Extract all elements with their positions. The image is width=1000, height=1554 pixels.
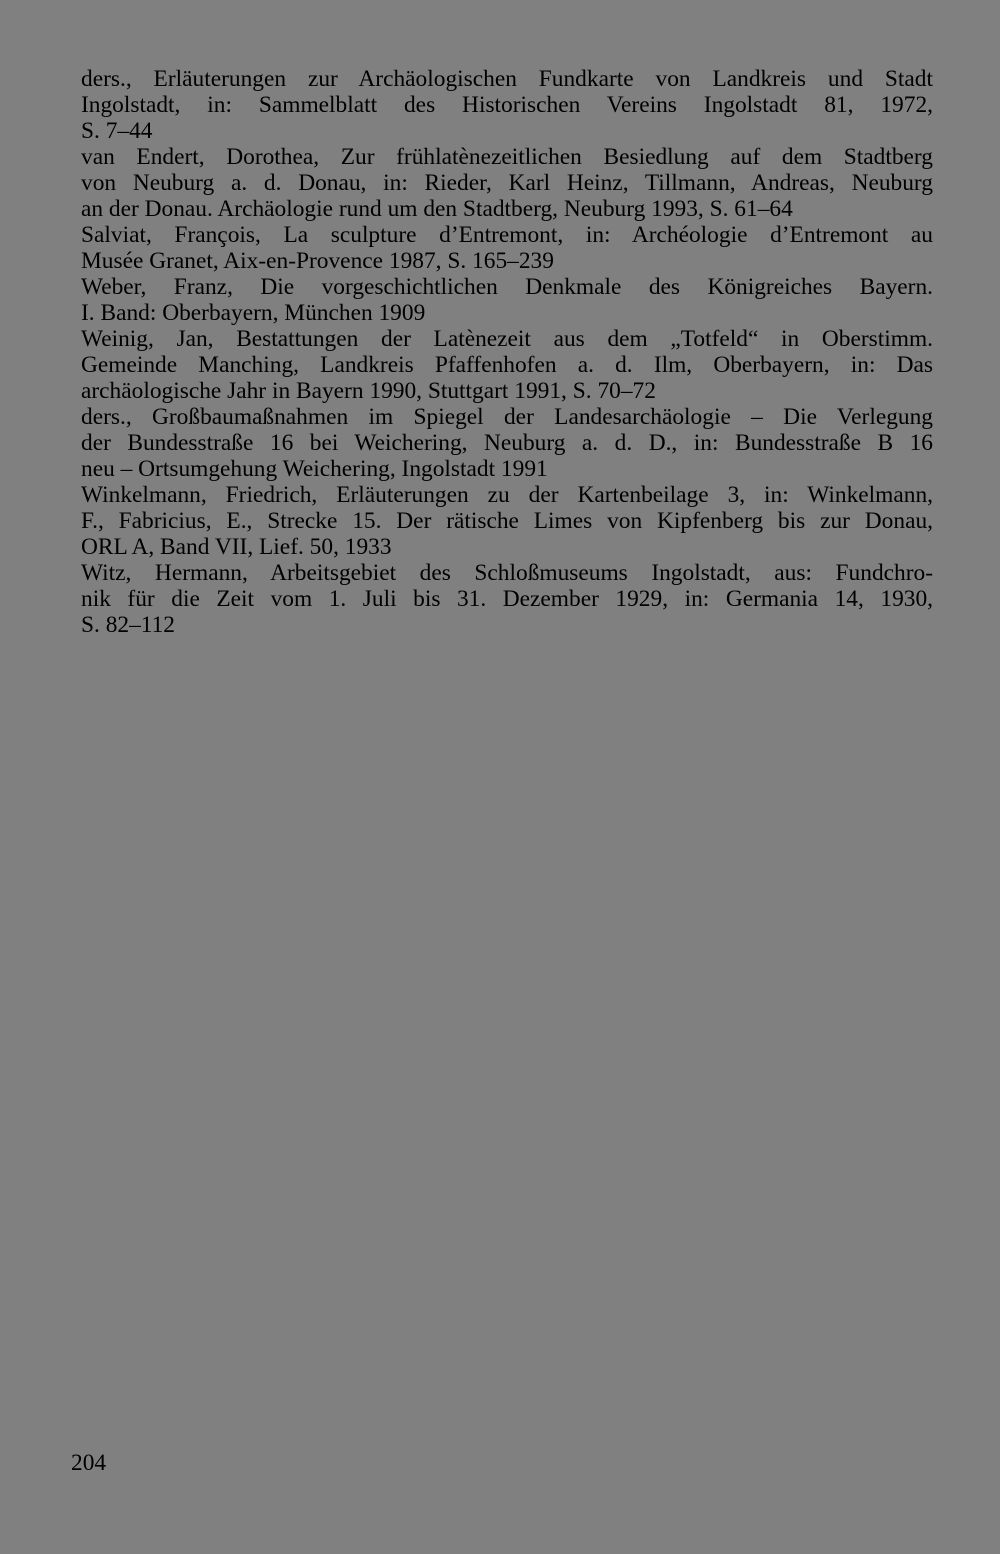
entry-line: neu – Ortsumgehung Weichering, Ingolstadt 1991: [81, 456, 548, 482]
bibliography-list: [81, 66, 933, 638]
bibliography-entry: [81, 274, 933, 326]
entry-line: ORL A, Band VII, Lief. 50, 1933: [81, 534, 392, 560]
entry-line: nik für die Zeit vom 1. Juli bis 31. Dezember 1929, in: Germania 14, 1930,: [81, 586, 933, 612]
entry-line: I. Band: Oberbayern, München 1909: [81, 300, 426, 326]
entry-line: der Bundesstraße 16 bei Weichering, Neuburg a. d. D., in: Bundesstraße B 16: [81, 430, 933, 456]
bibliography-entry: [81, 482, 933, 560]
entry-line: Weber, Franz, Die vorgeschichtlichen Denkmale des Königreiches Bayern.: [81, 274, 933, 300]
entry-line: van Endert, Dorothea, Zur frühlatènezeitlichen Besiedlung auf dem Stadtberg: [81, 144, 933, 170]
entry-line: Musée Granet, Aix-en-Provence 1987, S. 165–239: [81, 248, 554, 274]
bibliography-entry: [81, 560, 933, 638]
entry-line: ders., Großbaumaßnahmen im Spiegel der Landesarchäologie – Die Verlegung: [81, 404, 933, 430]
entry-line: S. 7–44: [81, 118, 153, 144]
page-number: 204: [71, 1450, 107, 1476]
bibliography-entry: [81, 222, 933, 274]
bibliography-entry: [81, 144, 933, 222]
entry-line: F., Fabricius, E., Strecke 15. Der rätische Limes von Kipfenberg bis zur Donau,: [81, 508, 933, 534]
entry-line: archäologische Jahr in Bayern 1990, Stuttgart 1991, S. 70–72: [81, 378, 656, 404]
entry-line: ders., Erläuterungen zur Archäologischen Fundkarte von Landkreis und Stadt: [81, 66, 933, 92]
bibliography-entry: [81, 326, 933, 404]
entry-line: Salviat, François, La sculpture d’Entremont, in: Archéologie d’Entremont au: [81, 222, 933, 248]
entry-line: an der Donau. Archäologie rund um den Stadtberg, Neuburg 1993, S. 61–64: [81, 196, 793, 222]
entry-line: von Neuburg a. d. Donau, in: Rieder, Karl Heinz, Tillmann, Andreas, Neuburg: [81, 170, 933, 196]
entry-line: S. 82–112: [81, 612, 176, 638]
entry-line: Winkelmann, Friedrich, Erläuterungen zu der Kartenbeilage 3, in: Winkelmann,: [81, 482, 933, 508]
entry-line: Weinig, Jan, Bestattungen der Latènezeit aus dem „Totfeld“ in Oberstimm.: [81, 326, 933, 352]
entry-line: Witz, Hermann, Arbeitsgebiet des Schloßmuseums Ingolstadt, aus: Fundchro-: [81, 560, 933, 586]
bibliography-entry: [81, 404, 933, 482]
entry-line: Ingolstadt, in: Sammelblatt des Historischen Vereins Ingolstadt 81, 1972,: [81, 92, 933, 118]
entry-line: Gemeinde Manching, Landkreis Pfaffenhofen a. d. Ilm, Oberbayern, in: Das: [81, 352, 933, 378]
bibliography-entry: [81, 66, 933, 144]
